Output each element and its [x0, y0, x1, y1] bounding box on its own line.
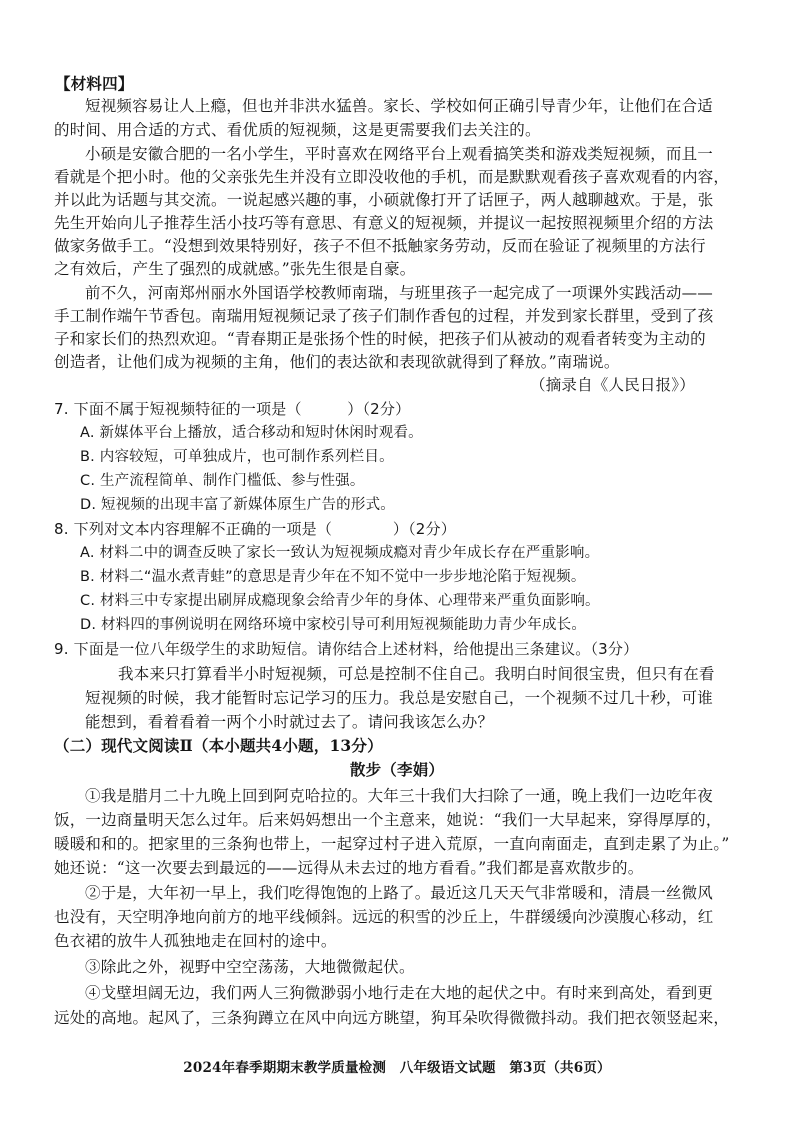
- passage-line: ①我是腊月二十九晚上回到阿克哈拉的。大年三十我们大扫除了一通，晚上我们一边吃年夜: [85, 787, 714, 805]
- material-heading: 【材料四】: [55, 74, 134, 93]
- paragraph-line: 看就是个把小时。他的父亲张先生并没有立即没收他的手机，而是默默观看孩子喜欢观看的内容，: [54, 168, 730, 186]
- help-message-line: 短视频的时候，我才能暂时忘记学习的压力。我总是安慰自己，一个视频不过几十秒，可谁: [85, 689, 714, 707]
- section-heading: （二）现代文阅读Ⅱ（本小题共4小题，13分）: [54, 736, 383, 755]
- paragraph-line: 先生开始向儿子推荐生活小技巧等有意思、有意义的短视频，并提议一起按照视频里介绍的方法: [54, 214, 714, 232]
- paragraph-line: 之有效后，产生了强烈的成就感。”张先生很是自豪。: [54, 260, 416, 278]
- question-7-option-d: D. 短视频的出现丰富了新媒体原生广告的形式。: [80, 497, 395, 513]
- paragraph-line: 小硕是安徽合肥的一名小学生，平时喜欢在网络平台上观看搞笑类和游戏类短视频，而且一: [85, 145, 714, 163]
- paragraph-line: 的时间、用合适的方式、看优质的短视频，这是更需要我们去关注的。: [54, 121, 541, 139]
- help-message-line: 能想到，看着看着一两个小时就过去了。请问我该怎么办？: [85, 713, 494, 731]
- paragraph-line: 子和家长们的热烈欢迎。“青春期正是张扬个性的时候，把孩子们从被动的观看者转变为主动的: [54, 330, 706, 348]
- paragraph-line: 手工制作端午节香包。南瑞用短视频记录了孩子们制作香包的过程，并发到家长群里，受到了孩: [54, 307, 714, 325]
- page-footer: 2024年春季期期末教学质量检测 八年级语文试题 第3页（共6页）: [183, 1060, 611, 1076]
- passage-line: ②于是，大年初一早上，我们吃得饱饱的上路了。最近这几天天气非常暖和，清晨一丝微风: [85, 884, 714, 902]
- source-citation: （摘录自《人民日报》）: [530, 376, 695, 394]
- question-7-option-a: A. 新媒体平台上播放，适合移动和短时休闲时观看。: [80, 425, 423, 441]
- question-7-option-b: B. 内容较短，可单独成片，也可制作系列栏目。: [80, 449, 394, 465]
- passage-line: 她还说：“这一次要去到最远的——远得从未去过的地方看看。”我们都是喜欢散步的。: [54, 859, 644, 877]
- paragraph-line: 创造者，让他们成为视频的主角，他们的表达欲和表现欲就得到了释放。”南瑞说。: [54, 353, 620, 371]
- passage-line: 色衣裙的放牛人孤独地走在回村的途中。: [54, 932, 337, 950]
- paragraph-line: 短视频容易让人上瘾，但也并非洪水猛兽。家长、学校如何正确引导青少年，让他们在合适: [85, 97, 714, 115]
- passage-line: ④戈壁坦阔无边，我们两人三狗微渺弱小地行走在大地的起伏之中。有时来到高处，看到更: [85, 984, 714, 1002]
- question-8-option-d: D. 材料四的事例说明在网络环境中家校引导可利用短视频能助力青少年成长。: [80, 617, 587, 633]
- passage-line: ③除此之外，视野中空空荡荡，大地微微起伏。: [85, 958, 415, 976]
- question-7-stem: 7. 下面不属于短视频特征的一项是（ ）（2分）: [54, 400, 411, 418]
- paragraph-line: 前不久，河南郑州丽水外国语学校教师南瑞，与班里孩子一起完成了一项课外实践活动——: [85, 284, 714, 302]
- passage-line: 饭，一边商量明天怎么过年。后来妈妈想出一个主意来，她说：“我们一大早起来，穿得厚厚的，: [54, 811, 722, 829]
- question-7-option-c: C. 生产流程简单、制作门槛低、参与性强。: [80, 473, 365, 489]
- help-message-line: 我本来只打算看半小时短视频，可总是控制不住自己。我明白时间很宝贵，但只有在看: [118, 665, 715, 683]
- question-8-option-a: A. 材料二中的调查反映了家长一致认为短视频成瘾对青少年成长存在严重影响。: [80, 545, 600, 561]
- question-8-option-b: B. 材料二“温水煮青蛙”的意思是青少年在不知不觉中一步步地沦陷于短视频。: [80, 569, 586, 585]
- passage-line: 暖暖和和的。把家里的三条狗也带上，一起穿过村子进入荒原，一直向南面走，直到走累了为止。”: [54, 835, 730, 853]
- question-9-stem: 9. 下面是一位八年级学生的求助短信。请你结合上述材料，给他提出三条建议。（3分）: [54, 640, 639, 658]
- question-8-stem: 8. 下列对文本内容理解不正确的一项是（ ）（2分）: [54, 520, 456, 538]
- passage-title: 散步（李娟）: [349, 760, 445, 779]
- paragraph-line: 并以此为话题与其交流。一说起感兴趣的事，小硕就像打开了话匣子，两人越聊越欢。于是，张: [54, 191, 714, 209]
- question-8-option-c: C. 材料三中专家提出刷屏成瘾现象会给青少年的身体、心理带来严重负面影响。: [80, 593, 600, 609]
- paragraph-line: 做家务做手工。“没想到效果特别好，孩子不但不抵触家务劳动，反而在验证了视频里的方法行: [54, 237, 706, 255]
- passage-line: 远处的高地。起风了，三条狗蹲立在风中向远方眺望，狗耳朵吹得微微抖动。我们把衣领竖起来，: [54, 1009, 730, 1027]
- passage-line: 也没有，天空明净地向前方的地平线倾斜。远远的积雪的沙丘上，牛群缓缓向沙漠腹心移动，红: [54, 908, 714, 926]
